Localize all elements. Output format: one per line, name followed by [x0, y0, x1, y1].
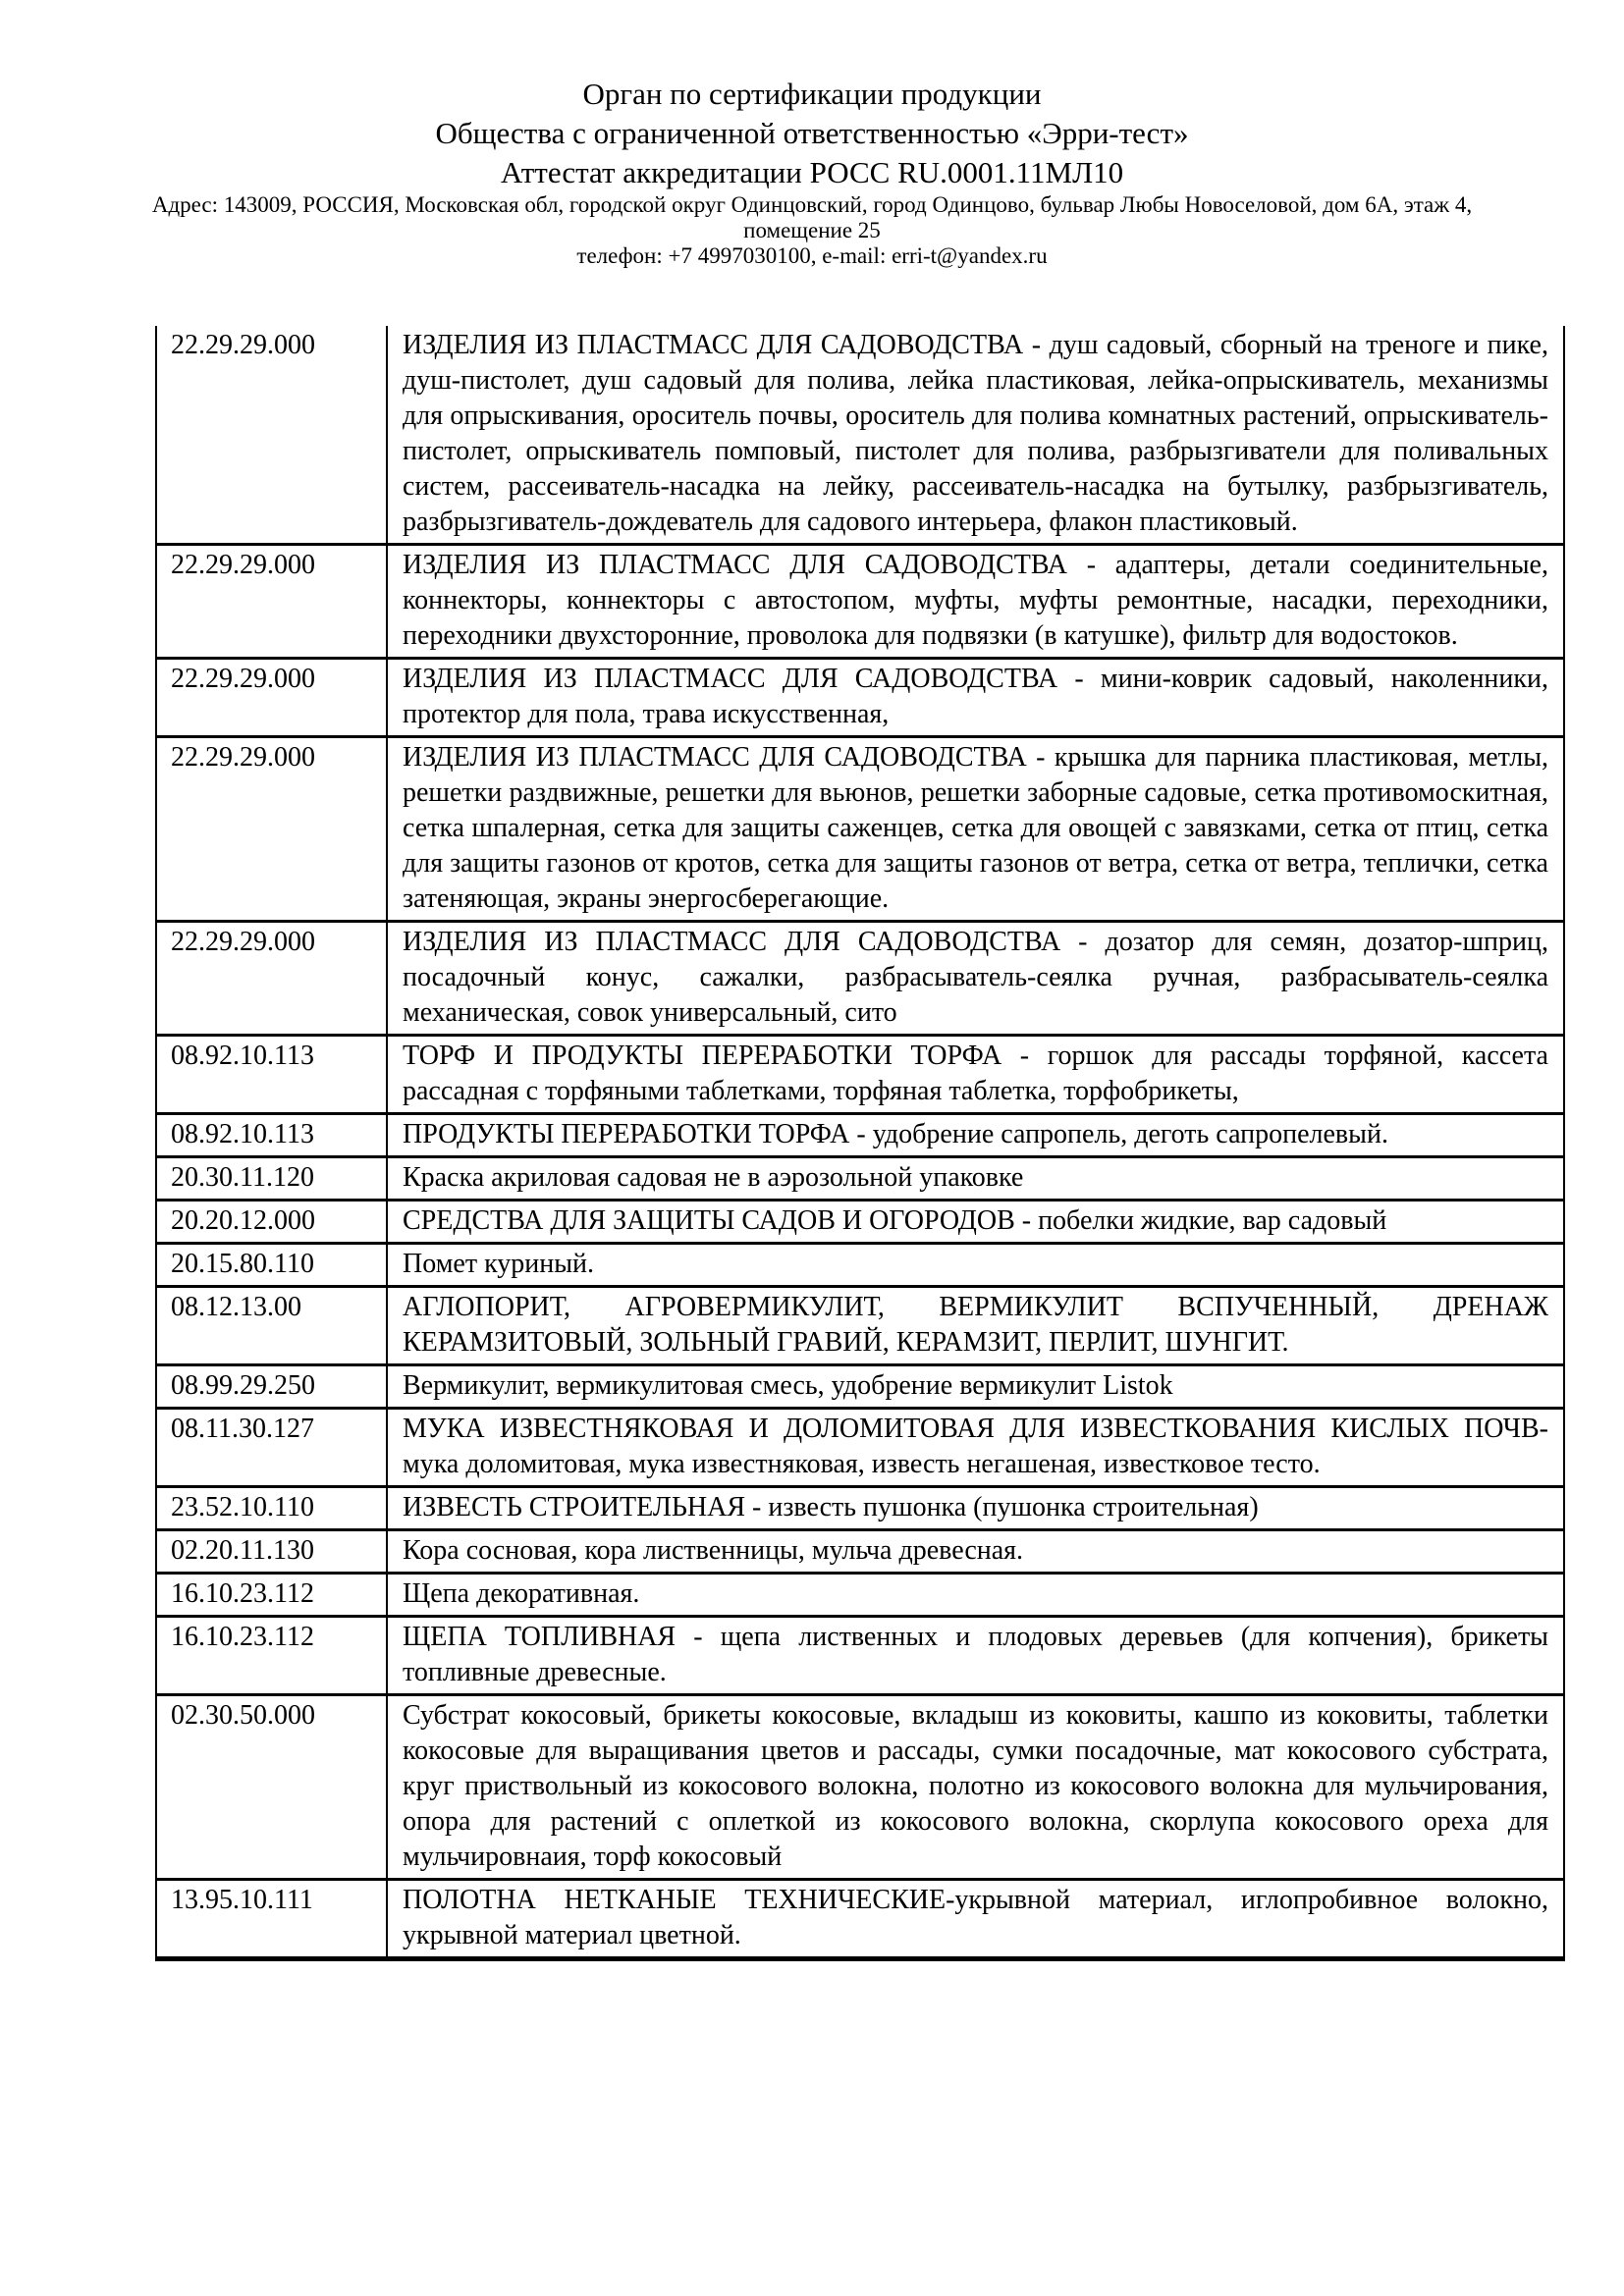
table-row: [156, 1287, 1564, 1365]
table-row: [156, 659, 1564, 737]
product-description-cell: МУКА ИЗВЕСТНЯКОВАЯ И ДОЛОМИТОВАЯ ДЛЯ ИЗВЕСТКОВАНИЯ КИСЛЫХ ПОЧВ-мука доломитовая, мука известняковая, известь негашеная, известковое тесто.: [387, 1409, 1564, 1487]
table-row: [156, 1365, 1564, 1409]
product-description-cell: ИЗДЕЛИЯ ИЗ ПЛАСТМАСС ДЛЯ САДОВОДСТВА - адаптеры, детали соединительные, коннекторы, коннекторы с автостопом, муфты, муфты ремонтные, насадки, переходники, переходники двухсторонние, проволока для подвязки (в катушке), фильтр для водостоков.: [387, 545, 1564, 659]
product-description-cell: Вермикулит, вермикулитовая смесь, удобрение вермикулит Listok: [387, 1365, 1564, 1409]
product-description-cell: ИЗДЕЛИЯ ИЗ ПЛАСТМАСС ДЛЯ САДОВОДСТВА - мини-коврик садовый, наколенники, протектор для пола, трава искусственная,: [387, 659, 1564, 737]
table-row: [156, 326, 1564, 545]
product-code-cell: 08.12.13.00: [156, 1287, 387, 1365]
table-row: [156, 1244, 1564, 1287]
product-code-cell: 08.92.10.113: [156, 1114, 387, 1157]
product-description-cell: ПОЛОТНА НЕТКАНЫЕ ТЕХНИЧЕСКИЕ-укрывной материал, иглопробивное волокно, укрывной материал цветной.: [387, 1880, 1564, 1959]
table-row: [156, 1695, 1564, 1880]
product-code-cell: 13.95.10.111: [156, 1880, 387, 1959]
product-description-cell: СРЕДСТВА ДЛЯ ЗАЩИТЫ САДОВ И ОГОРОДОВ - побелки жидкие, вар садовый: [387, 1201, 1564, 1244]
product-code-cell: 08.99.29.250: [156, 1365, 387, 1409]
product-code-cell: 22.29.29.000: [156, 922, 387, 1036]
accreditation-line: Аттестат аккредитации РОСС RU.0001.11МЛ10: [500, 155, 1124, 189]
product-description-cell: Кора сосновая, кора лиственницы, мульча древесная.: [387, 1530, 1564, 1574]
table-row: [156, 1487, 1564, 1530]
table-row: [156, 1574, 1564, 1617]
product-code-cell: 02.30.50.000: [156, 1695, 387, 1880]
product-description-cell: Краска акриловая садовая не в аэрозольной упаковке: [387, 1157, 1564, 1201]
product-code-cell: 22.29.29.000: [156, 326, 387, 545]
product-description-cell: Щепа декоративная.: [387, 1574, 1564, 1617]
product-description-cell: Помет куриный.: [387, 1244, 1564, 1287]
table-row: [156, 1530, 1564, 1574]
address-line2: помещение 25: [743, 218, 881, 242]
product-code-cell: 20.15.80.110: [156, 1244, 387, 1287]
table-row: [156, 1036, 1564, 1114]
product-code-cell: 20.30.11.120: [156, 1157, 387, 1201]
table-row: [156, 1114, 1564, 1157]
product-description-cell: АГЛОПОРИТ, АГРОВЕРМИКУЛИТ, ВЕРМИКУЛИТ ВСПУЧЕННЫЙ, ДРЕНАЖ КЕРАМЗИТОВЫЙ, ЗОЛЬНЫЙ ГРАВИЙ, КЕРАМЗИТ, ПЕРЛИТ, ШУНГИТ.: [387, 1287, 1564, 1365]
product-code-cell: 16.10.23.112: [156, 1617, 387, 1695]
product-description-cell: ИЗДЕЛИЯ ИЗ ПЛАСТМАСС ДЛЯ САДОВОДСТВА - крышка для парника пластиковая, метлы, решетки раздвижные, решетки для вьюнов, решетки заборные садовые, сетка противомоскитная, сетка шпалерная, сетка для защиты саженцев, сетка для овощей с завязками, сетка от птиц, сетка для защиты газонов от кротов, сетка для защиты газонов от ветра, сетка от ветра, теплички, сетка затеняющая, экраны энергосберегающие.: [387, 737, 1564, 922]
product-description-cell: ПРОДУКТЫ ПЕРЕРАБОТКИ ТОРФА - удобрение сапропель, деготь сапропелевый.: [387, 1114, 1564, 1157]
contact-line: телефон: +7 4997030100, e-mail: erri-t@yandex.ru: [576, 243, 1048, 268]
product-code-cell: 22.29.29.000: [156, 545, 387, 659]
product-code-cell: 20.20.12.000: [156, 1201, 387, 1244]
address-line1: Адрес: 143009, РОССИЯ, Московская обл, городской округ Одинцовский, город Одинцово, бульвар Любы Новоселовой, дом 6А, этаж 4,: [151, 192, 1473, 217]
org-title-line1: Орган по сертификации продукции: [582, 77, 1042, 111]
org-title-line2: Общества с ограниченной ответственностью «Эрри-тест»: [435, 116, 1189, 150]
product-description-cell: ЩЕПА ТОПЛИВНАЯ - щепа лиственных и плодовых деревьев (для копчения), брикеты топливные древесные.: [387, 1617, 1564, 1695]
product-codes-table: [155, 326, 1565, 1961]
product-description-cell: ИЗВЕСТЬ СТРОИТЕЛЬНАЯ - известь пушонка (пушонка строительная): [387, 1487, 1564, 1530]
product-code-cell: 22.29.29.000: [156, 659, 387, 737]
product-code-cell: 16.10.23.112: [156, 1574, 387, 1617]
product-code-cell: 02.20.11.130: [156, 1530, 387, 1574]
table-row: [156, 1157, 1564, 1201]
table-row: [156, 1880, 1564, 1959]
table-row: [156, 737, 1564, 922]
table-row: [156, 1201, 1564, 1244]
product-description-cell: Субстрат кокосовый, брикеты кокосовые, вкладыш из коковиты, кашпо из коковиты, таблетки кокосовые для выращивания цветов и рассады, сумки посадочные, мат кокосового субстрата, круг приствольный из кокосового волокна, полотно из кокосового волокна для мульчирования, опора для растений с оплеткой из кокосового волокна, скорлупа кокосового ореха для мульчировнаия, торф кокосовый: [387, 1695, 1564, 1880]
table-row: [156, 1617, 1564, 1695]
product-description-cell: ИЗДЕЛИЯ ИЗ ПЛАСТМАСС ДЛЯ САДОВОДСТВА - дозатор для семян, дозатор-шприц, посадочный конус, сажалки, разбрасыватель-сеялка ручная, разбрасыватель-сеялка механическая, совок универсальный, сито: [387, 922, 1564, 1036]
table-row: [156, 1409, 1564, 1487]
product-description-cell: ТОРФ И ПРОДУКТЫ ПЕРЕРАБОТКИ ТОРФА - горшок для рассады торфяной, кассета рассадная с торфяными таблетками, торфяная таблетка, торфобрикеты,: [387, 1036, 1564, 1114]
document-header: [0, 0, 1624, 269]
product-code-cell: 08.11.30.127: [156, 1409, 387, 1487]
product-code-cell: 22.29.29.000: [156, 737, 387, 922]
product-description-cell: ИЗДЕЛИЯ ИЗ ПЛАСТМАСС ДЛЯ САДОВОДСТВА - душ садовый, сборный на треноге и пике, душ-пистолет, душ садовый для полива, лейка пластиковая, лейка-опрыскиватель, механизмы для опрыскивания, ороситель почвы, ороситель для полива комнатных растений, опрыскиватель-пистолет, опрыскиватель помповый, пистолет для полива, разбрызгиватели для поливальных систем, рассеиватель-насадка на лейку, рассеиватель-насадка на бутылку, разбрызгиватель, разбрызгиватель-дождеватель для садового интерьера, флакон пластиковый.: [387, 326, 1564, 545]
table-row: [156, 922, 1564, 1036]
product-code-cell: 08.92.10.113: [156, 1036, 387, 1114]
table-row: [156, 545, 1564, 659]
product-code-cell: 23.52.10.110: [156, 1487, 387, 1530]
